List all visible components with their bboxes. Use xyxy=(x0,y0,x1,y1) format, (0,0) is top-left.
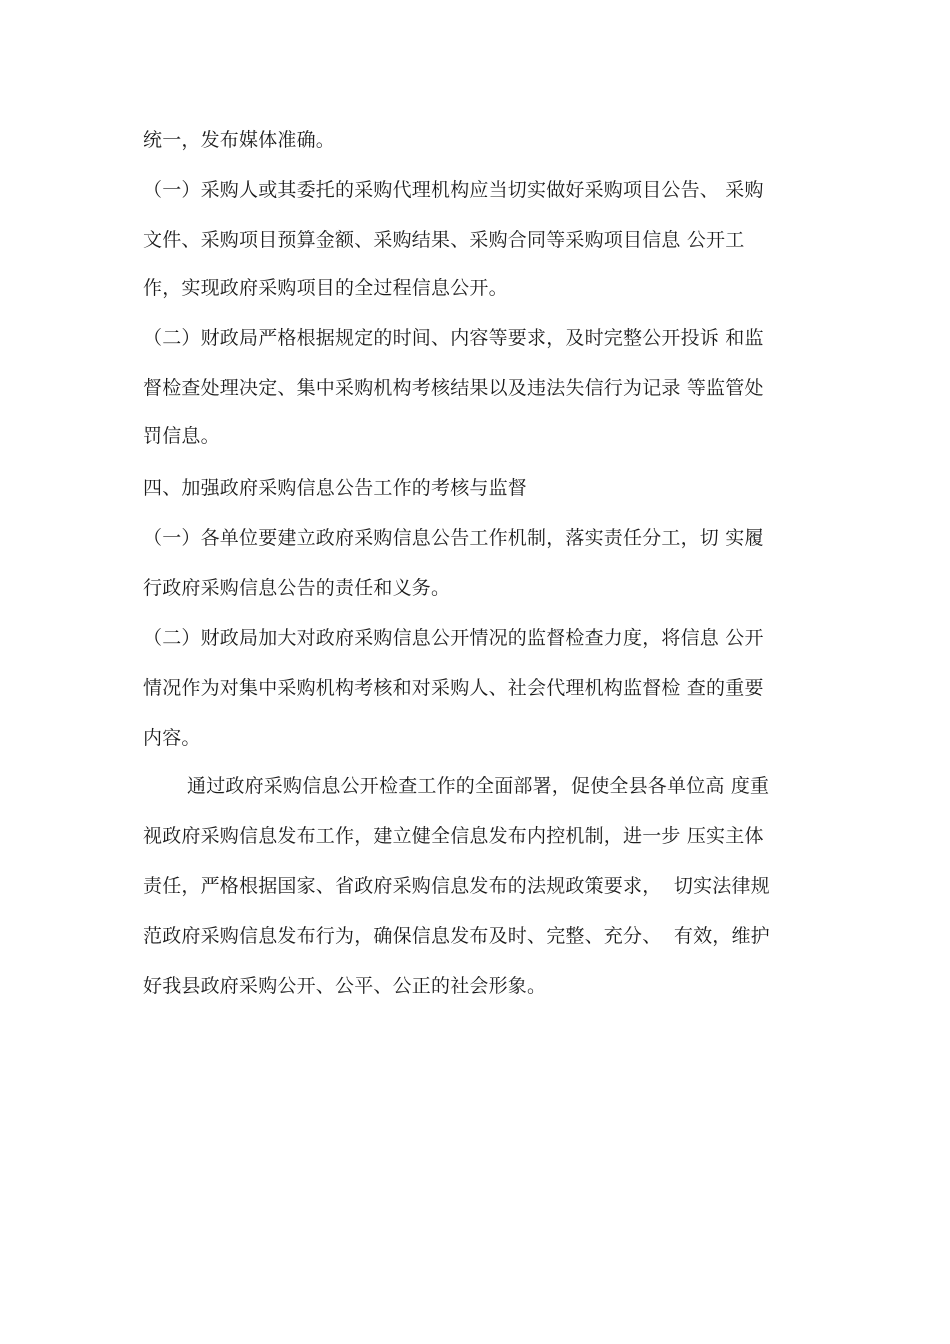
text-line: 统一，发布媒体准确。 xyxy=(143,129,336,151)
text-line: 视政府采购信息发布工作，建立健全信息发布内控机制，进一步 压实主体 xyxy=(143,825,764,847)
text-line: （一）采购人或其委托的采购代理机构应当切实做好采购项目公告、 采购 xyxy=(143,179,764,201)
text-line: 罚信息。 xyxy=(143,425,220,447)
text-line: （二）财政局加大对政府采购信息公开情况的监督检查力度，将信息 公开 xyxy=(143,627,764,649)
text-line: （一）各单位要建立政府采购信息公告工作机制，落实责任分工，切 实履 xyxy=(143,527,764,549)
section-heading: 四、加强政府采购信息公告工作的考核与监督 xyxy=(143,477,528,499)
text-line: （二）财政局严格根据规定的时间、内容等要求，及时完整公开投诉 和监 xyxy=(143,327,764,349)
text-line: 行政府采购信息公告的责任和义务。 xyxy=(143,577,451,599)
text-line: 督检查处理决定、集中采购机构考核结果以及违法失信行为记录 等监管处 xyxy=(143,377,764,399)
text-line: 范政府采购信息发布行为，确保信息发布及时、完整、充分、 有效，维护 xyxy=(143,925,770,947)
text-line: 内容。 xyxy=(143,727,201,749)
text-line: 文件、采购项目预算金额、采购结果、采购合同等采购项目信息 公开工 xyxy=(143,229,745,251)
text-line: 作，实现政府采购项目的全过程信息公开。 xyxy=(143,277,508,299)
text-line: 好我县政府采购公开、公平、公正的社会形象。 xyxy=(143,975,547,997)
text-line: 通过政府采购信息公开检查工作的全面部署，促使全县各单位高 度重 xyxy=(187,775,770,797)
text-line: 情况作为对集中采购机构考核和对采购人、社会代理机构监督检 查的重要 xyxy=(143,677,764,699)
text-line: 责任，严格根据国家、省政府采购信息发布的法规政策要求， 切实法律规 xyxy=(143,875,770,897)
